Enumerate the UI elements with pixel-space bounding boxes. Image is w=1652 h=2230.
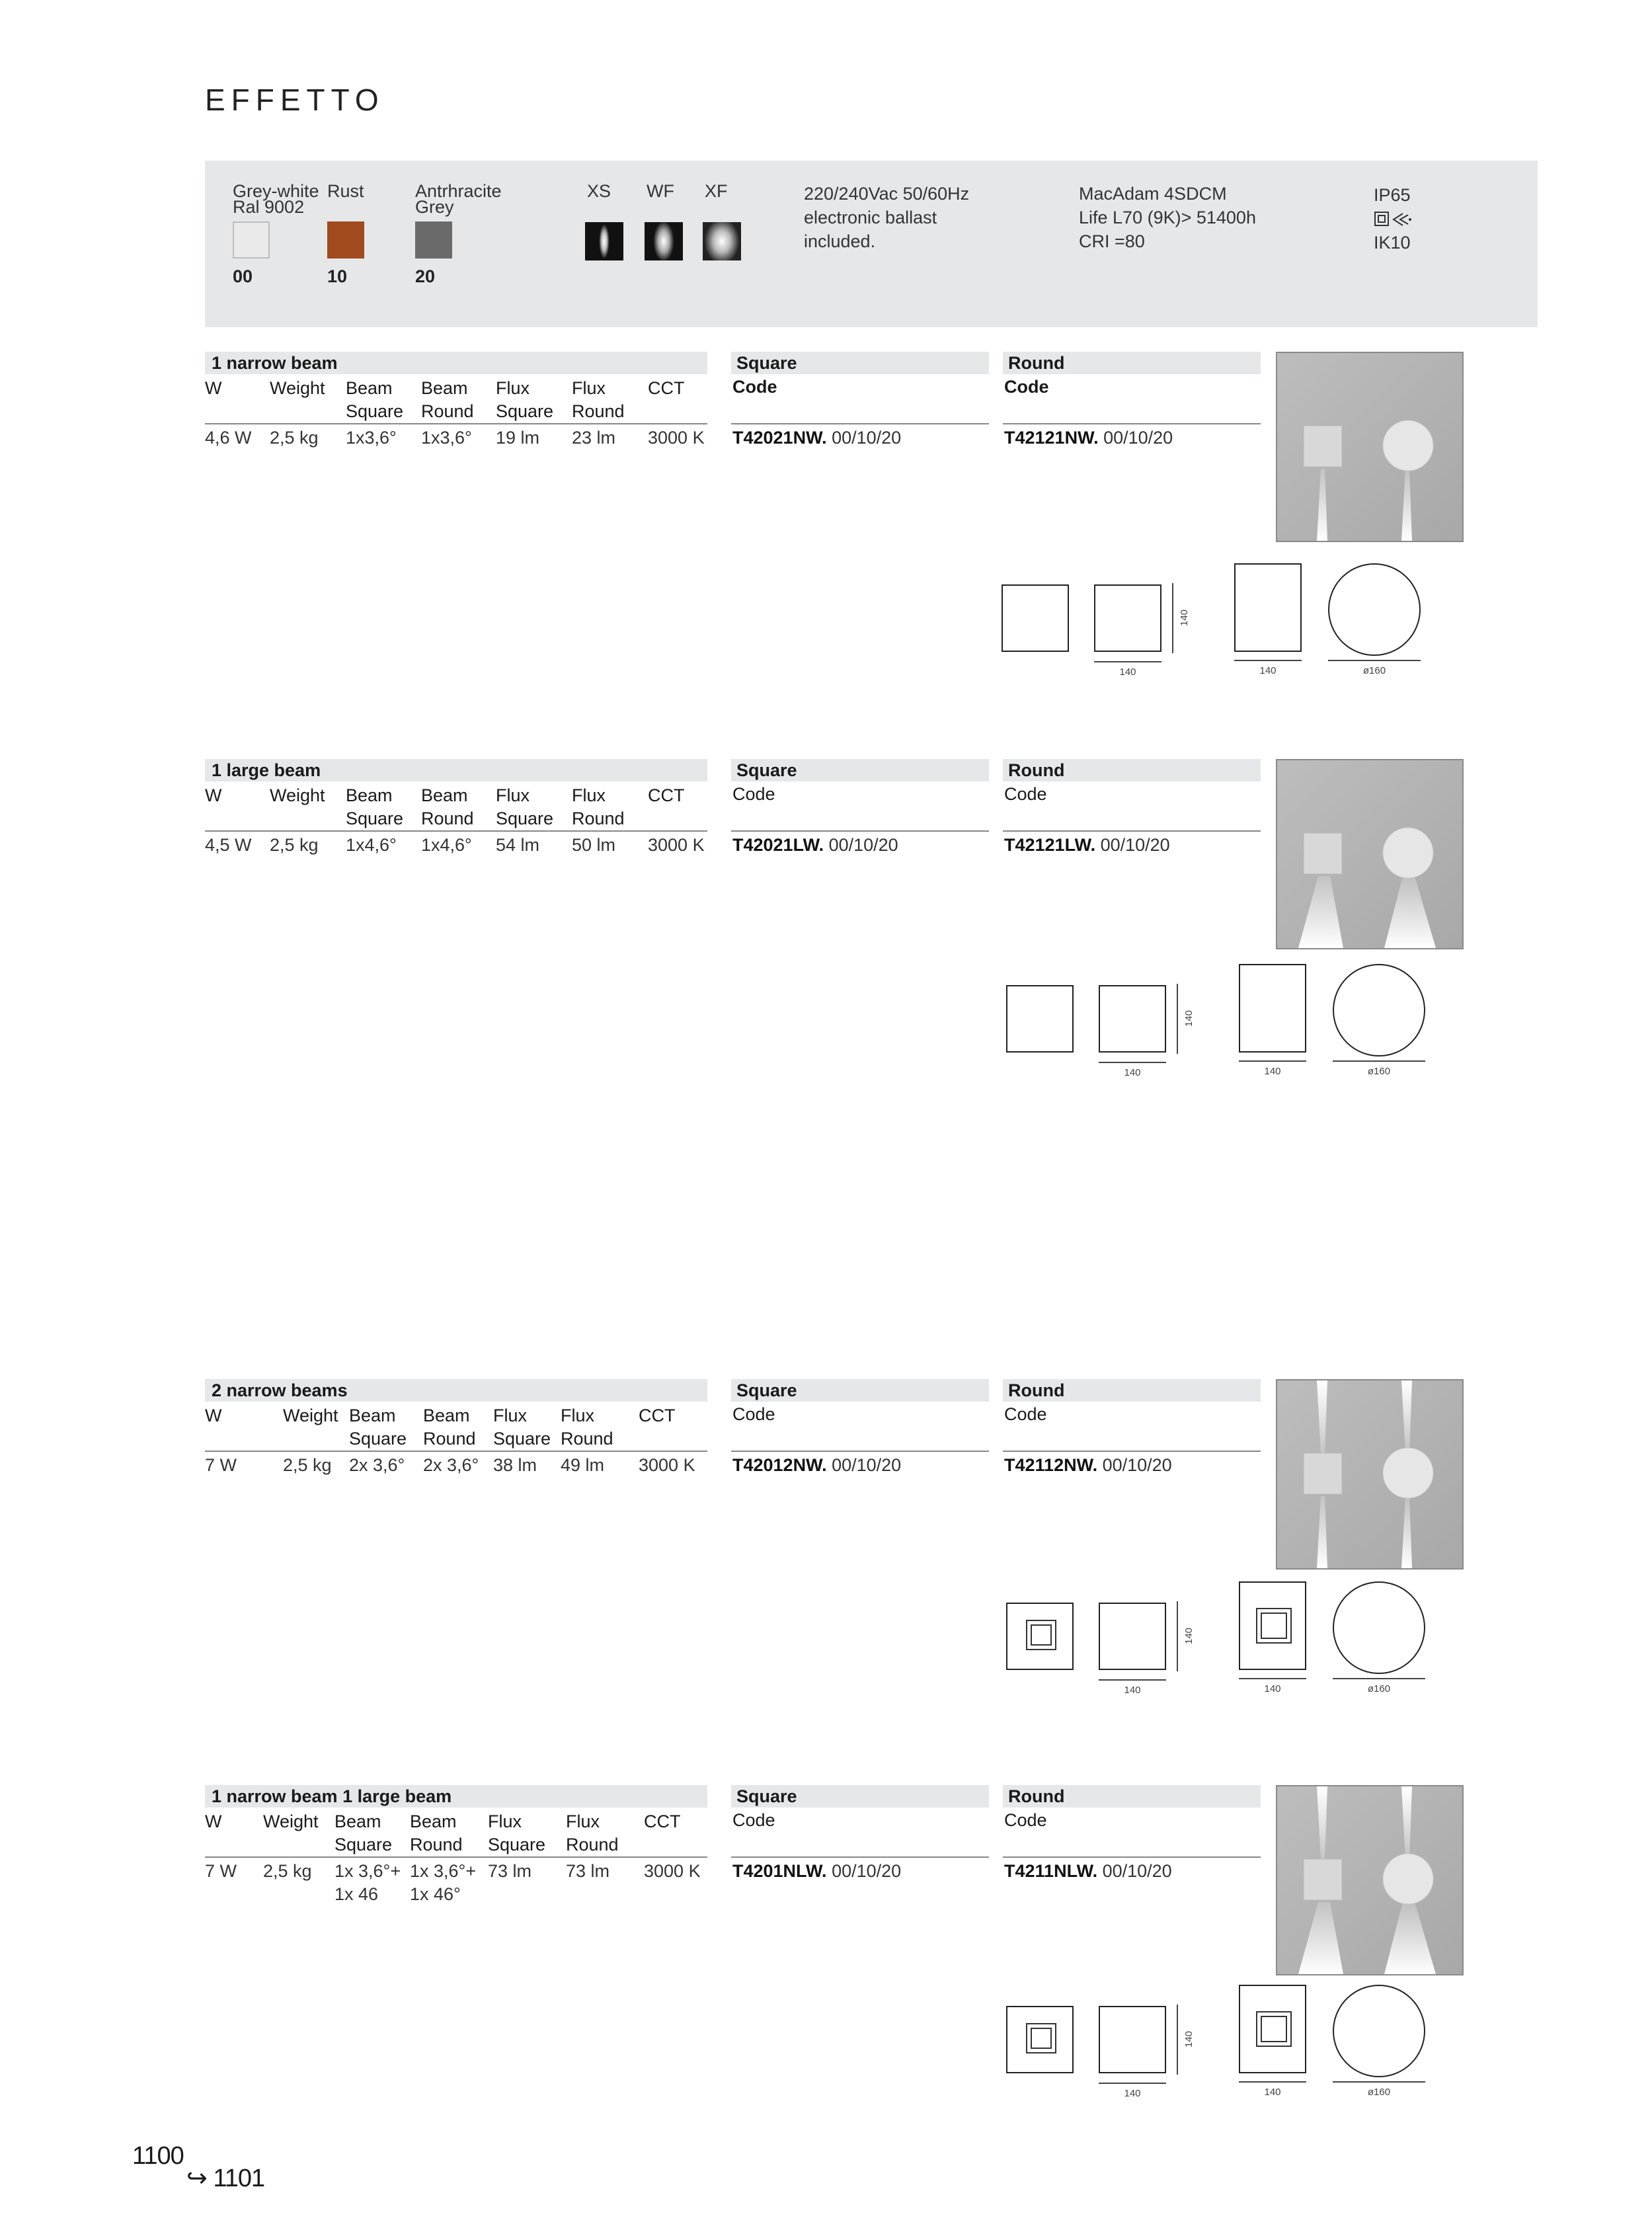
round-label: Round <box>1008 760 1065 780</box>
finish-codes: 00/10/20 <box>1100 835 1170 855</box>
dimension-line-vertical <box>1172 583 1173 653</box>
drawing-square-side <box>1099 1603 1166 1670</box>
spec-value-line: 2,5 kg <box>263 1861 312 1881</box>
dimension-width: 140 <box>1119 666 1136 678</box>
spec-divider <box>205 1451 707 1452</box>
section-title: 2 narrow beams <box>212 1380 348 1400</box>
square-product-code <box>732 426 901 450</box>
column-header-line: Square <box>496 809 554 828</box>
dimension-width: 140 <box>1124 2088 1141 2099</box>
spec-value <box>270 426 319 450</box>
spec-value <box>334 1860 401 1906</box>
dimension-line-horizontal <box>1099 1062 1166 1063</box>
color-name-rust: Rust <box>327 181 364 201</box>
spec-value <box>648 426 705 450</box>
column-header-line: Flux <box>572 378 606 398</box>
drawing-inner-square <box>1026 1620 1056 1650</box>
finish-codes: 00/10/20 <box>1102 1861 1172 1881</box>
spec-value-line: 4,6 W <box>205 428 252 448</box>
dimension-diameter: ø160 <box>1367 1066 1391 1077</box>
column-header-line: W <box>205 1406 222 1425</box>
column-header <box>648 377 685 400</box>
spec-value-line: 4,5 W <box>205 835 252 855</box>
page-title: EFFETTO <box>205 83 385 117</box>
square-label: Square <box>736 760 797 780</box>
column-header <box>496 377 553 423</box>
dimension-diameter: ø160 <box>1367 2087 1391 2098</box>
column-header-line: CCT <box>648 785 685 805</box>
spec-value-line: 1x4,6° <box>421 835 472 855</box>
finish-codes: 00/10/20 <box>828 835 898 855</box>
column-header-line: Flux <box>496 785 530 805</box>
dimension-width: 140 <box>1264 2087 1281 2098</box>
dimension-line-vertical <box>1177 984 1178 1054</box>
dimension-height: 140 <box>1183 2030 1195 2048</box>
spec-value <box>410 1860 476 1906</box>
dimension-height: 140 <box>1183 1010 1195 1027</box>
column-header <box>346 377 403 423</box>
square-label: Square <box>736 1380 797 1400</box>
column-header <box>493 1404 551 1451</box>
spec-value-line: 73 lm <box>566 1861 610 1881</box>
dimension-diameter: ø160 <box>1367 1683 1391 1694</box>
dimension-width: 140 <box>1264 1066 1281 1077</box>
product-code-value: T42021LW. <box>732 835 824 855</box>
square-code-label: Code <box>732 1404 775 1424</box>
finish-codes: 00/10/20 <box>1102 1455 1172 1475</box>
dimension-line-horizontal <box>1239 1678 1306 1679</box>
dimension-line-vertical <box>1177 1601 1178 1671</box>
column-header-line: Beam <box>421 785 468 805</box>
column-header-line: Square <box>496 401 554 421</box>
product-section-2-narrow-beams <box>205 1379 1461 1789</box>
round-label: Round <box>1008 353 1065 373</box>
beam-label-wf: WF <box>647 181 674 201</box>
drawing-square-front <box>1006 985 1074 1053</box>
product-photo <box>1276 1379 1464 1570</box>
spec-value-line: 3000 K <box>648 428 705 448</box>
spec-value <box>496 426 539 450</box>
optics-info: MacAdam 4SDCM Life L70 (9K)> 51400h CRI =80 <box>1079 184 1256 251</box>
spec-divider <box>205 423 707 424</box>
color-name-grey-white: Grey-white Ral 9002 <box>233 181 319 217</box>
column-header-line: Round <box>566 1835 619 1854</box>
column-header-line: W <box>205 1812 222 1831</box>
column-header <box>423 1404 476 1451</box>
spec-value-line: 19 lm <box>496 428 540 448</box>
round-product-code <box>1004 834 1170 857</box>
column-header <box>648 784 685 807</box>
round-code-label: Code <box>1004 1404 1047 1424</box>
drawing-round-side <box>1239 1581 1306 1670</box>
spec-value <box>496 834 539 857</box>
spec-value <box>205 426 252 450</box>
square-code-divider <box>731 830 989 832</box>
spec-value <box>205 1860 237 1883</box>
round-code-divider <box>1003 830 1261 832</box>
color-code-20: 20 <box>415 266 436 286</box>
spec-value-line: 3000 K <box>639 1455 695 1475</box>
page-number-left: 1100 <box>132 2142 184 2170</box>
dimension-line-horizontal <box>1328 660 1421 661</box>
round-code-label: Code <box>1004 377 1049 397</box>
column-header <box>572 784 625 830</box>
square-code-label: Code <box>732 784 775 804</box>
round-code-divider <box>1003 1856 1261 1858</box>
color-name-anthracite: Antrhracite Grey <box>415 181 502 217</box>
column-header-line: CCT <box>639 1406 676 1425</box>
column-header-line: Square <box>493 1429 551 1449</box>
spec-value-line: 7 W <box>205 1455 237 1475</box>
spec-value <box>493 1454 537 1477</box>
column-header <box>488 1810 545 1856</box>
page-arrow-icon: ↪ <box>186 2165 207 2192</box>
color-code-00: 00 <box>233 266 253 286</box>
column-header <box>561 1404 613 1451</box>
beam-label-xs: XS <box>587 181 611 201</box>
spec-value <box>423 1454 479 1477</box>
column-header-line: Beam <box>346 785 393 805</box>
spec-value-line: 2,5 kg <box>270 835 319 855</box>
product-code-value: T42112NW. <box>1004 1455 1098 1475</box>
column-header <box>270 377 325 400</box>
square-product-code <box>732 834 898 857</box>
dimension-line-horizontal <box>1234 660 1302 661</box>
column-header-line: Beam <box>334 1812 381 1831</box>
column-header-line: Round <box>421 401 474 421</box>
column-header-line: Beam <box>423 1406 470 1425</box>
column-header-line: Weight <box>263 1812 319 1831</box>
round-product-code <box>1004 1454 1172 1477</box>
spec-divider <box>205 830 707 832</box>
beam-icon-xs <box>585 222 623 260</box>
dimension-line-horizontal <box>1099 2083 1166 2084</box>
square-product-code <box>732 1454 901 1477</box>
dimension-line-horizontal <box>1333 1060 1425 1062</box>
finish-codes: 00/10/20 <box>832 428 902 448</box>
color-swatch-grey-white <box>233 221 270 259</box>
spec-value <box>572 426 615 450</box>
dimension-line-horizontal <box>1094 661 1161 662</box>
beam-icon-wf <box>645 222 683 260</box>
product-code-value: T42021NW. <box>732 428 827 448</box>
drawing-inner-square <box>1256 2011 1292 2047</box>
ip-rating: IP65 <box>1374 185 1411 205</box>
column-header <box>205 1810 221 1833</box>
drawing-inner-square <box>1026 2023 1056 2053</box>
product-code-value: T42121NW. <box>1004 428 1099 448</box>
drawing-round-side <box>1234 563 1302 652</box>
column-header <box>263 1810 319 1833</box>
product-info-panel <box>205 161 1538 327</box>
spec-value-line: 2,5 kg <box>283 1455 332 1475</box>
page-number-right-value: 1101 <box>213 2165 265 2192</box>
spec-value <box>421 834 472 857</box>
column-header-line: Round <box>410 1835 463 1854</box>
column-header-line: Beam <box>349 1406 396 1425</box>
round-code-divider <box>1003 1451 1261 1452</box>
dimension-line-horizontal <box>1333 2081 1425 2083</box>
product-code-value: T4201NLW. <box>732 1861 827 1881</box>
column-header-line: Square <box>346 809 404 828</box>
round-label: Round <box>1008 1380 1065 1400</box>
color-swatch-rust <box>327 221 364 259</box>
column-header <box>421 784 474 830</box>
drawing-square-side <box>1099 2006 1166 2073</box>
spec-value <box>561 1454 604 1477</box>
spec-value <box>263 1860 312 1883</box>
column-header-line: Weight <box>270 378 325 398</box>
drawing-square-side <box>1099 985 1166 1053</box>
round-code-label: Code <box>1004 784 1047 804</box>
product-photo-render <box>1277 353 1462 541</box>
column-header <box>334 1810 392 1856</box>
spec-value <box>572 834 615 857</box>
dimension-width: 140 <box>1259 665 1277 676</box>
spec-value-line: 1x4,6° <box>346 835 397 855</box>
round-code-divider <box>1003 423 1261 424</box>
spec-value-line: 1x3,6° <box>346 428 397 448</box>
finish-codes: 00/10/20 <box>832 1455 902 1475</box>
spec-value <box>270 834 319 857</box>
spec-divider <box>205 1856 707 1858</box>
drawing-round-side <box>1239 964 1306 1053</box>
section-title: 1 narrow beam <box>212 353 338 373</box>
column-header <box>496 784 553 830</box>
spec-value-line: 3000 K <box>644 1861 701 1881</box>
product-photo <box>1276 352 1464 542</box>
dimension-width: 140 <box>1264 1683 1281 1694</box>
dimension-line-horizontal <box>1239 2081 1306 2083</box>
column-header <box>644 1810 681 1833</box>
drawing-round-side <box>1239 1985 1306 2073</box>
color-code-10: 10 <box>327 266 348 286</box>
round-product-code <box>1004 426 1173 450</box>
spec-value-line: 54 lm <box>496 835 540 855</box>
round-label: Round <box>1008 1786 1065 1806</box>
product-photo-render <box>1277 760 1462 948</box>
spec-value-line: 2x 3,6° <box>349 1455 405 1475</box>
column-header-line: Weight <box>283 1406 338 1425</box>
product-section-narrow-large-beam <box>205 1785 1461 2195</box>
dimension-line-vertical <box>1177 2005 1178 2075</box>
square-label: Square <box>736 353 797 373</box>
drawing-round-front <box>1328 563 1421 656</box>
product-photo <box>1276 759 1464 949</box>
spec-value <box>644 1860 701 1883</box>
spec-value <box>639 1454 695 1477</box>
spec-value <box>346 426 397 450</box>
drawing-round-front <box>1333 1581 1425 1674</box>
spec-value <box>648 834 705 857</box>
column-header <box>421 377 474 423</box>
product-photo <box>1276 1785 1464 1975</box>
column-header <box>410 1810 463 1856</box>
square-code-divider <box>731 1451 989 1452</box>
spec-value-line: 2x 3,6° <box>423 1455 479 1475</box>
drawing-square-side <box>1094 584 1161 652</box>
dimension-line-horizontal <box>1239 1060 1306 1062</box>
column-header-line: Flux <box>496 378 530 398</box>
spec-value-line: 1x 46 <box>334 1884 379 1904</box>
spec-value-line: 23 lm <box>572 428 616 448</box>
spec-value-line: 7 W <box>205 1861 237 1881</box>
spec-value-line: 3000 K <box>648 835 705 855</box>
drawing-round-front <box>1333 964 1425 1056</box>
spec-value-line: 1x3,6° <box>421 428 472 448</box>
spec-value <box>283 1454 332 1477</box>
square-label: Square <box>736 1786 797 1806</box>
spec-value <box>205 1454 237 1477</box>
product-section-1-large-beam <box>205 759 1461 1169</box>
column-header-line: Round <box>572 401 625 421</box>
spec-value-line: 49 lm <box>561 1455 605 1475</box>
class-insulation-icon <box>1374 211 1413 228</box>
product-section-1-narrow-beam <box>205 352 1461 762</box>
dimension-height: 140 <box>1179 609 1191 627</box>
column-header <box>205 784 221 807</box>
dimension-width: 140 <box>1124 1685 1141 1696</box>
spec-value-line: 1x 3,6°+ <box>334 1861 401 1881</box>
dimension-height: 140 <box>1183 1627 1195 1645</box>
drawing-square-front <box>1006 1603 1074 1670</box>
spec-value-line: 1x 46° <box>410 1884 461 1904</box>
column-header-line: Flux <box>572 785 606 805</box>
spec-value <box>349 1454 405 1477</box>
spec-value <box>346 834 397 857</box>
column-header <box>205 1404 221 1427</box>
drawing-square-front <box>1006 2006 1074 2073</box>
column-header-line: Flux <box>493 1406 528 1425</box>
spec-value-line: 38 lm <box>493 1455 537 1475</box>
round-code-label: Code <box>1004 1810 1047 1830</box>
spec-value <box>421 426 472 450</box>
product-code-value: T4211NLW. <box>1004 1861 1098 1881</box>
column-header-line: Round <box>421 809 474 828</box>
column-header-line: CCT <box>648 378 685 398</box>
dimension-width: 140 <box>1124 1067 1141 1078</box>
square-code-label: Code <box>732 1810 775 1830</box>
column-header-line: Flux <box>566 1812 600 1831</box>
beam-label-xf: XF <box>705 181 728 201</box>
column-header-line: Beam <box>410 1812 457 1831</box>
spec-value-line: 50 lm <box>572 835 616 855</box>
spec-value-line: 2,5 kg <box>270 428 319 448</box>
ik-rating: IK10 <box>1374 233 1411 253</box>
drawing-inner-square <box>1256 1608 1292 1644</box>
column-header <box>639 1404 676 1427</box>
column-header-line: Square <box>346 401 404 421</box>
square-code-divider <box>731 423 989 424</box>
column-header-line: Square <box>349 1429 407 1449</box>
spec-value <box>205 834 252 857</box>
finish-codes: 00/10/20 <box>832 1861 902 1881</box>
column-header-line: Round <box>572 809 625 828</box>
square-code-divider <box>731 1856 989 1858</box>
product-photo-render <box>1277 1786 1462 1974</box>
column-header-line: Square <box>488 1835 546 1854</box>
drawing-round-front <box>1333 1985 1425 2077</box>
round-product-code <box>1004 1860 1172 1883</box>
column-header-line: CCT <box>644 1812 681 1831</box>
column-header-line: W <box>205 785 222 805</box>
column-header <box>283 1404 338 1427</box>
column-header-line: W <box>205 378 222 398</box>
column-header-line: Beam <box>421 378 468 398</box>
spec-value-line: 73 lm <box>488 1861 532 1881</box>
drawing-square-front <box>1002 584 1069 652</box>
beam-icon-xf <box>703 222 741 260</box>
color-swatch-anthracite <box>415 221 452 259</box>
column-header <box>349 1404 407 1451</box>
column-header <box>346 784 403 830</box>
spec-value-line: 1x 3,6°+ <box>410 1861 477 1881</box>
column-header-line: Weight <box>270 785 325 805</box>
section-title: 1 large beam <box>212 760 321 780</box>
column-header-line: Round <box>561 1429 613 1449</box>
column-header <box>270 784 325 807</box>
column-header <box>566 1810 619 1856</box>
column-header <box>572 377 625 423</box>
column-header-line: Square <box>334 1835 393 1854</box>
product-photo-render <box>1277 1380 1462 1568</box>
column-header-line: Round <box>423 1429 476 1449</box>
electrical-info: 220/240Vac 50/60Hz electronic ballast included. <box>804 184 970 251</box>
column-header <box>205 377 221 400</box>
finish-codes: 00/10/20 <box>1103 428 1173 448</box>
column-header-line: Beam <box>346 378 393 398</box>
square-code-label: Code <box>732 377 777 397</box>
dimension-line-horizontal <box>1333 1678 1425 1679</box>
square-product-code <box>732 1860 901 1883</box>
product-code-value: T42012NW. <box>732 1455 827 1475</box>
dimension-diameter: ø160 <box>1362 665 1386 676</box>
column-header-line: Flux <box>488 1812 522 1831</box>
dimension-line-horizontal <box>1099 1679 1166 1681</box>
column-header-line: Flux <box>561 1406 595 1425</box>
page-number-right <box>186 2163 264 2193</box>
spec-value <box>566 1860 610 1883</box>
product-code-value: T42121LW. <box>1004 835 1096 855</box>
spec-value <box>488 1860 531 1883</box>
section-title: 1 narrow beam 1 large beam <box>212 1786 452 1806</box>
